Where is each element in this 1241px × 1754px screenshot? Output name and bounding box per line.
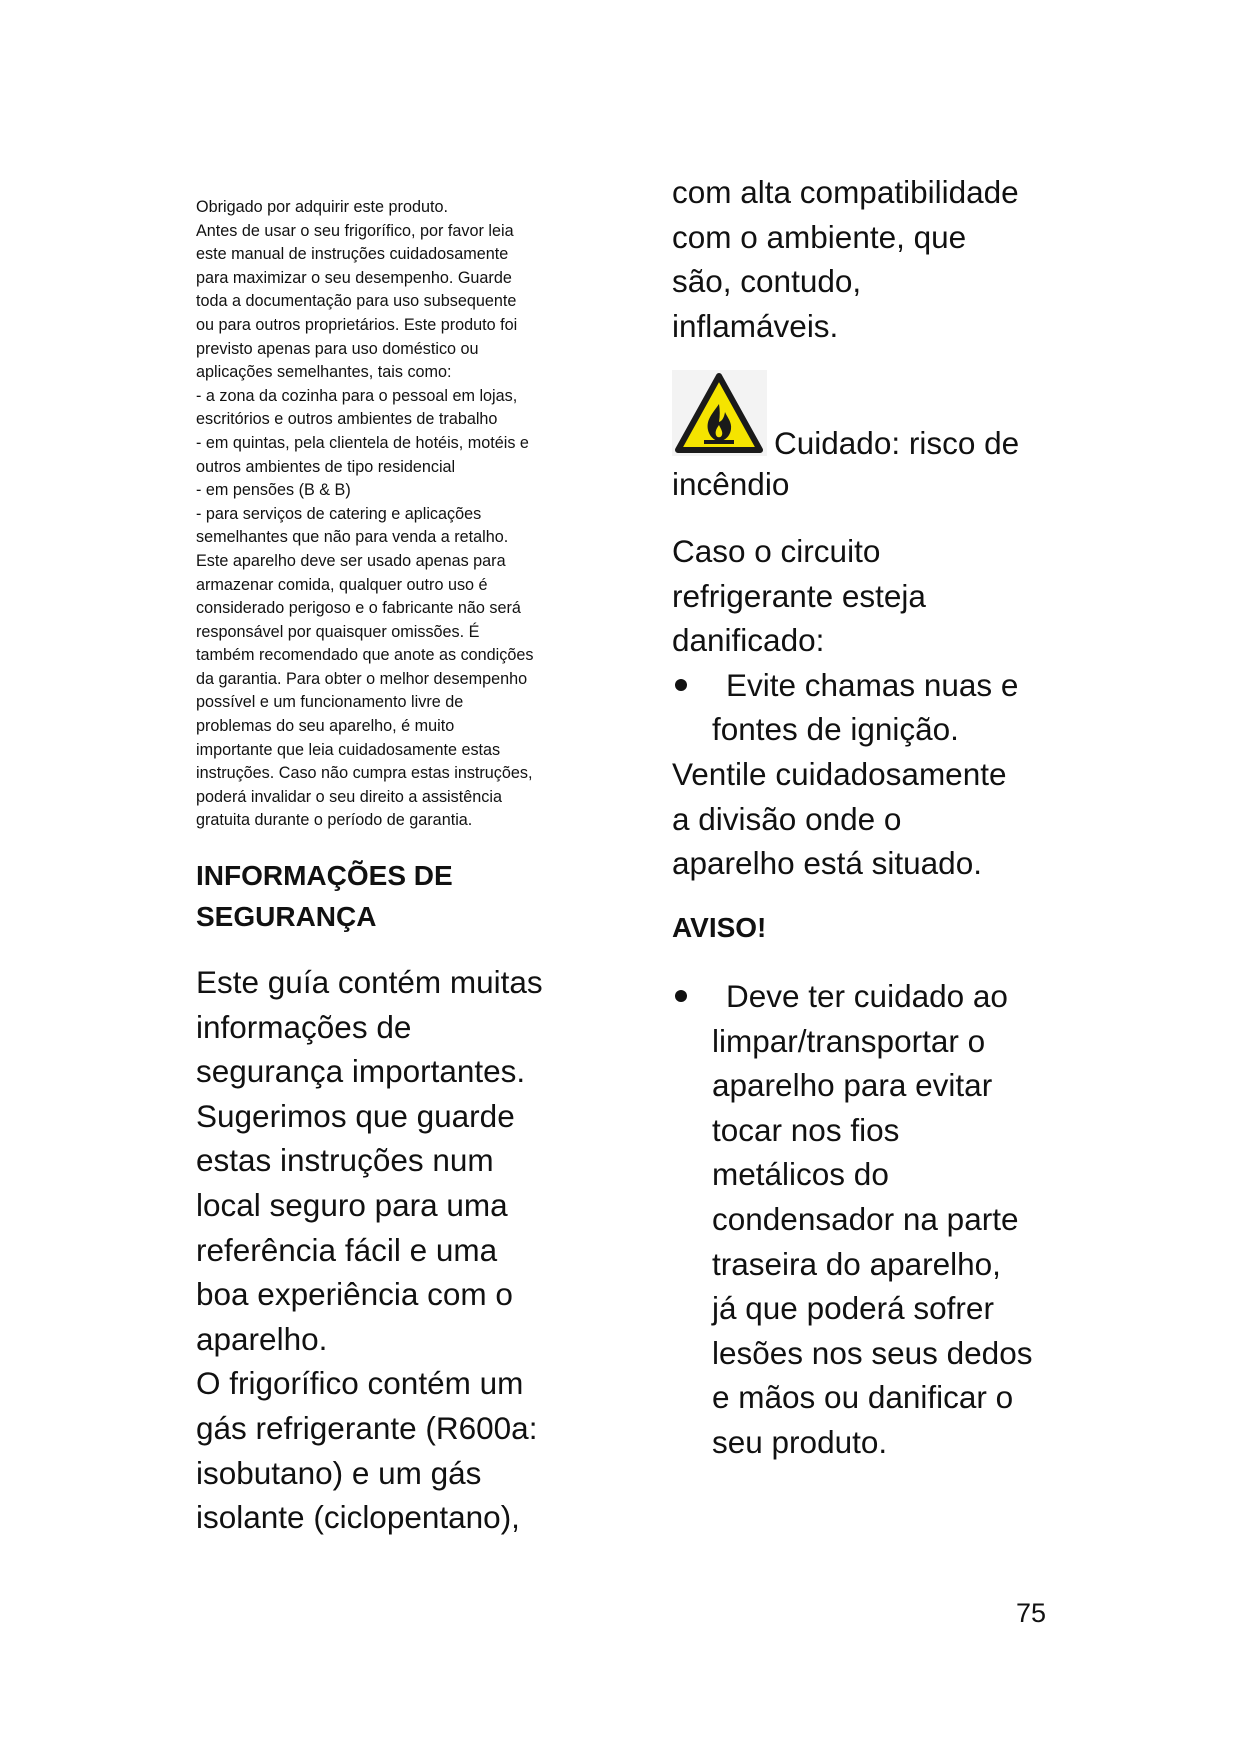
bullet-line: fontes de ignição. [712, 711, 959, 748]
list-item [672, 663, 1018, 752]
continuation-line: são, contudo, [672, 263, 862, 300]
intro-line: ou para outros proprietários. Este produto foi [196, 315, 518, 334]
bullet-line: lesões nos seus dedos [712, 1334, 1033, 1371]
safety-line: isolante (ciclopentano), [196, 1499, 520, 1536]
safety-line: gás refrigerante (R600a: [196, 1409, 538, 1446]
ventilate-line: Ventile cuidadosamente [672, 755, 1007, 792]
ventilate-line: a divisão onde o [672, 800, 902, 837]
safety-heading-line: INFORMAÇÕES DE [196, 860, 453, 891]
bullet-line: já que poderá sofrer [712, 1290, 994, 1327]
intro-line: - para serviços de catering e aplicações [196, 504, 482, 523]
intro-line: possível e um funcionamento livre de [196, 693, 464, 712]
safety-line: estas instruções num [196, 1142, 494, 1179]
bullet-list [672, 974, 1032, 1465]
intro-line: aplicações semelhantes, tais como: [196, 363, 452, 382]
circuit-line: Caso o circuito [672, 533, 881, 569]
fire-warning-line1: Cuidado: risco de [774, 425, 1020, 461]
intro-line: considerado perigoso e o fabricante não será [196, 599, 521, 618]
intro-line: instruções. Caso não cumpra estas instruções, [196, 764, 533, 783]
bullet-line: traseira do aparelho, [712, 1245, 1001, 1282]
safety-line: segurança importantes. [196, 1053, 526, 1090]
aviso-body [672, 974, 1032, 1465]
continuation-paragraph [672, 170, 1019, 348]
safety-line: O frigorífico contém um [196, 1365, 524, 1402]
page-number: 75 [1016, 1598, 1047, 1628]
safety-line: referência fácil e uma [196, 1231, 498, 1268]
safety-body [196, 960, 543, 1540]
intro-line: toda a documentação para uso subsequente [196, 292, 517, 311]
intro-line: problemas do seu aparelho, é muito [196, 717, 455, 736]
aviso-heading: AVISO! [672, 912, 767, 943]
intro-line: Obrigado por adquirir este produto. [196, 198, 448, 216]
intro-line: armazenar comida, qualquer outro uso é [196, 575, 488, 594]
safety-line: local seguro para uma [196, 1186, 508, 1223]
safety-heading-line: SEGURANÇA [196, 901, 377, 932]
bullet-line: Deve ter cuidado ao [726, 978, 1008, 1014]
intro-line: da garantia. Para obter o melhor desempenho [196, 669, 528, 688]
intro-line: também recomendado que anote as condições [196, 646, 534, 665]
continuation-line: inflamáveis. [672, 307, 839, 344]
bullet-line: limpar/transportar o [712, 1022, 986, 1059]
intro-line: - em pensões (B & B) [196, 481, 351, 500]
intro-line: escritórios e outros ambientes de trabalho [196, 410, 498, 429]
fire-warning-line2: incêndio [672, 466, 790, 502]
intro-line: para maximizar o seu desempenho. Guarde [196, 268, 512, 287]
circuit-line: refrigerante esteja [672, 577, 926, 614]
intro-line: responsável por quaisquer omissões. É [196, 622, 480, 641]
list-item [672, 974, 1032, 1465]
intro-line: - em quintas, pela clientela de hotéis, motéis e [196, 433, 529, 452]
continuation-line: com alta compatibilidade [672, 174, 1019, 210]
intro-line: semelhantes que não para venda a retalho. [196, 528, 509, 547]
intro-line: Antes de usar o seu frigorífico, por favor leia [196, 221, 514, 240]
ventilate-line: aparelho está situado. [672, 845, 982, 882]
intro-line: - a zona da cozinha para o pessoal em lojas, [196, 386, 518, 405]
intro-line: este manual de instruções cuidadosamente [196, 245, 509, 264]
safety-line: aparelho. [196, 1320, 328, 1357]
bullet-line: aparelho para evitar [712, 1067, 993, 1104]
bullet-line: seu produto. [712, 1423, 888, 1460]
intro-line: Este aparelho deve ser usado apenas para [196, 551, 506, 570]
fire-hazard-warning-icon [672, 370, 767, 456]
bullet-line: condensador na parte [712, 1200, 1019, 1237]
intro-line: gratuita durante o período de garantia. [196, 811, 473, 830]
circuit-line: danificado: [672, 622, 825, 659]
safety-line: Este guía contém muitas [196, 964, 543, 1000]
bullet-line: metálicos do [712, 1156, 889, 1193]
bullet-line: Evite chamas nuas e [726, 666, 1019, 703]
intro-line: outros ambientes de tipo residencial [196, 457, 456, 476]
safety-line: boa experiência com o [196, 1276, 513, 1313]
intro-line: poderá invalidar o seu direito a assistência [196, 787, 502, 806]
circuit-paragraph [672, 529, 1018, 886]
fire-warning [672, 370, 1092, 460]
intro-line: importante que leia cuidadosamente estas [196, 740, 501, 759]
bullet-icon [675, 679, 687, 691]
fire-warning-line2-wrap [672, 462, 789, 507]
safety-line: informações de [196, 1008, 412, 1045]
safety-line: isobutano) e um gás [196, 1454, 482, 1491]
bullet-icon [675, 990, 687, 1002]
safety-heading [196, 855, 616, 937]
intro-paragraph [196, 196, 596, 833]
continuation-line: com o ambiente, que [672, 218, 967, 255]
intro-line: previsto apenas para uso doméstico ou [196, 339, 479, 358]
bullet-list [672, 663, 1018, 752]
safety-line: Sugerimos que guarde [196, 1097, 515, 1134]
bullet-line: tocar nos fios [712, 1111, 900, 1148]
bullet-line: e mãos ou danificar o [712, 1379, 1014, 1416]
